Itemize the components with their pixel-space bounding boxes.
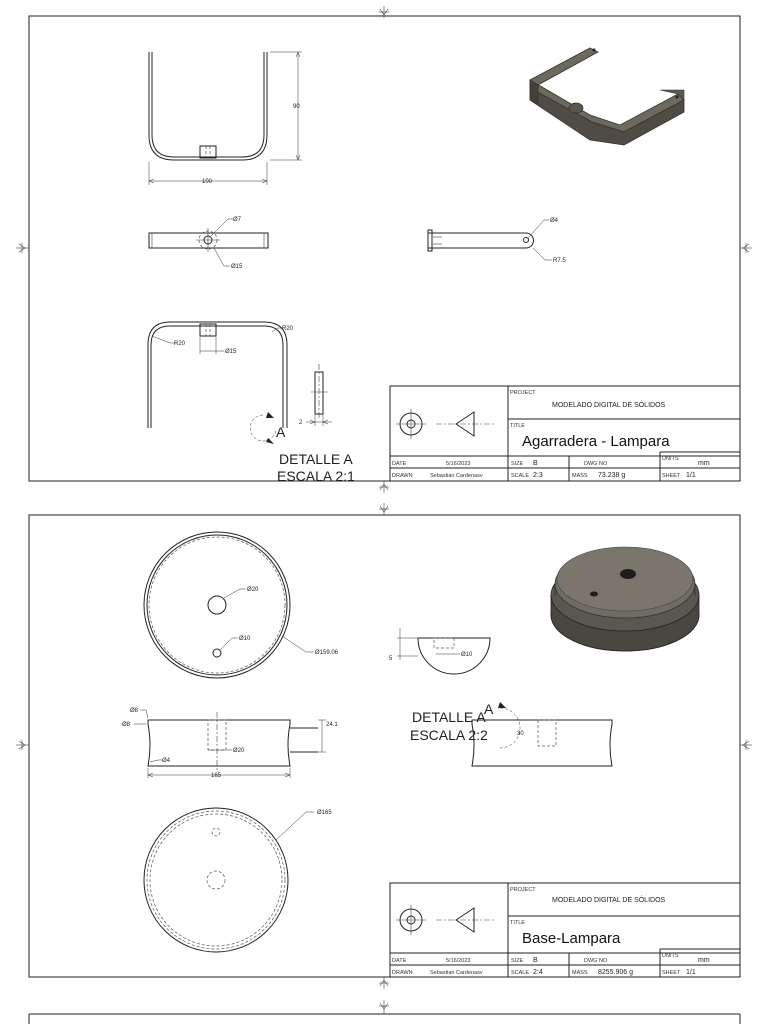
- centering-mark-top-3: [379, 1000, 389, 1014]
- dim-chamfer-a-label: Ø8: [130, 708, 139, 714]
- dimension-top-holes: [211, 217, 243, 270]
- base-front-view: [148, 712, 318, 770]
- detail-b-caption-line1: DETALLE A: [412, 709, 486, 725]
- dim-chamfer-b-label: Ø8: [122, 722, 131, 728]
- dim-end-radius-label: R7.5: [553, 258, 566, 264]
- projection-symbol: [396, 409, 494, 439]
- tb2-mass-label: MASS: [572, 970, 588, 976]
- centering-mark-right-2: [740, 740, 752, 750]
- base-detail-view: [472, 701, 612, 766]
- dim-hole-boss-label: Ø15: [231, 264, 243, 270]
- tb2-project-label: PROJECT: [510, 887, 536, 893]
- tb1-size: B: [533, 460, 538, 467]
- detail-a-caption-line1: DETALLE A: [279, 451, 353, 467]
- base-top-dims: [220, 587, 339, 656]
- sheet-1-border: [29, 16, 740, 481]
- tb1-date-label: DATE: [392, 461, 407, 467]
- tb2-mass: 8255.906 g: [598, 969, 634, 976]
- dim-thickness-label: 2: [299, 420, 303, 426]
- tb1-drawn: Sebastian Cardenasv: [430, 473, 483, 479]
- tb2-size: B: [533, 957, 538, 964]
- tb2-dwg-label: DWG NO: [584, 958, 608, 964]
- tb2-drawn: Sebastian Cardenasv: [430, 970, 483, 976]
- center-hole: [208, 596, 226, 614]
- tb1-sheet-label: SHEET: [662, 473, 681, 479]
- dim-width-label: 100: [202, 179, 213, 185]
- base-section-small: [389, 628, 490, 674]
- base-front-dims: [122, 708, 338, 779]
- dim-fillet-label: Ø4: [162, 758, 171, 764]
- centering-mark-left: [16, 243, 29, 253]
- centering-mark-bottom: [379, 481, 389, 493]
- centering-mark-right: [740, 243, 752, 253]
- dim-height-label: 90: [293, 104, 300, 110]
- tb2-project: MODELADO DIGITAL DE SÓLIDOS: [552, 897, 666, 904]
- dim-detail-depth-label: 30: [517, 731, 524, 737]
- detail-a-view: [299, 364, 332, 426]
- isometric-bracket-render: [530, 48, 684, 145]
- tb2-title: Base-Lampara: [522, 930, 621, 947]
- tb1-title-label: TITLE: [510, 423, 525, 429]
- base-bottom-view: [144, 808, 332, 952]
- dim-bore-label: Ø20: [233, 748, 245, 754]
- isometric-base-render: [551, 547, 699, 651]
- tb1-sheet: 1/1: [686, 472, 696, 479]
- centering-mark-left-2: [16, 740, 29, 750]
- tb2-date: 5/16/2023: [446, 958, 471, 964]
- front-section-bracket: [148, 322, 287, 428]
- tb2-sheet-label: SHEET: [662, 970, 681, 976]
- tb2-drawn-label: DRAWN: [392, 970, 413, 976]
- sheet-2: [16, 503, 752, 989]
- tb1-drawn-label: DRAWN: [392, 473, 413, 479]
- tb1-date: 5/16/2023: [446, 461, 471, 467]
- title-block-2: [390, 883, 740, 977]
- detail-marker-a: [250, 412, 286, 444]
- tb2-units: mm: [698, 957, 710, 964]
- dim-boss-front-label: Ø15: [225, 349, 237, 355]
- dim-center-hole-label: Ø20: [247, 587, 259, 593]
- detail-marker-letter: A: [276, 424, 286, 440]
- tb1-size-label: SIZE: [511, 461, 524, 467]
- dim-bend-right-label: R20: [282, 326, 294, 332]
- dim-section-depth-label: 5: [389, 656, 393, 662]
- sheet-3-partial: [29, 1000, 740, 1024]
- tb1-scale: 2:3: [533, 472, 543, 479]
- dim-outer-top-label: Ø159.06: [315, 650, 339, 656]
- projection-symbol-2: [396, 905, 494, 935]
- dim-side-hole-label: Ø10: [239, 636, 251, 642]
- dimension-width: [149, 162, 267, 185]
- dim-bottom-dia-label: Ø165: [317, 810, 332, 816]
- sheet-1: [16, 6, 752, 493]
- dim-bend-left-label: R20: [174, 341, 186, 347]
- dim-overall-width-label: 165: [211, 773, 222, 779]
- detail-a-caption-line2: ESCALA 2:1: [277, 468, 355, 484]
- tb1-title: Agarradera - Lampara: [522, 433, 670, 450]
- detail-b-caption-line2: ESCALA 2:2: [410, 727, 488, 743]
- tb2-title-label: TITLE: [510, 920, 525, 926]
- side-hole: [213, 649, 221, 657]
- side-view-bracket: [428, 230, 534, 251]
- tb2-date-label: DATE: [392, 958, 407, 964]
- dim-hole-small-label: Ø7: [233, 217, 242, 223]
- tb2-units-label: UNITS: [662, 953, 679, 959]
- centering-mark-top-2: [379, 503, 389, 515]
- tb1-scale-label: SCALE: [511, 473, 530, 479]
- tb1-project-label: PROJECT: [510, 390, 536, 396]
- dim-height-2-label: 24.1: [326, 722, 338, 728]
- boss-feature: [200, 146, 216, 158]
- tb2-scale: 2:4: [533, 969, 543, 976]
- dimension-height: [270, 52, 302, 160]
- tb2-sheet: 1/1: [686, 969, 696, 976]
- title-block-1: [390, 386, 740, 481]
- tb2-scale-label: SCALE: [511, 970, 530, 976]
- front-view-bracket: [149, 52, 267, 160]
- centering-mark-bottom-2: [379, 977, 389, 989]
- base-top-view: [144, 532, 290, 678]
- tb1-units-label: UNITS: [662, 456, 679, 462]
- tb1-project: MODELADO DIGITAL DE SÓLIDOS: [552, 402, 666, 409]
- dim-end-hole-label: Ø4: [550, 218, 559, 224]
- tb1-dwg-label: DWG NO: [584, 461, 608, 467]
- dim-small-section-label: Ø10: [461, 652, 473, 658]
- tb1-mass-label: MASS: [572, 473, 588, 479]
- tb2-size-label: SIZE: [511, 958, 524, 964]
- detail-marker-letter-2: A: [484, 701, 494, 717]
- dimension-bends: [152, 326, 294, 355]
- tb1-units: mm: [698, 460, 710, 467]
- top-view-bracket: [149, 228, 268, 252]
- tb1-mass: 73.238 g: [598, 472, 626, 479]
